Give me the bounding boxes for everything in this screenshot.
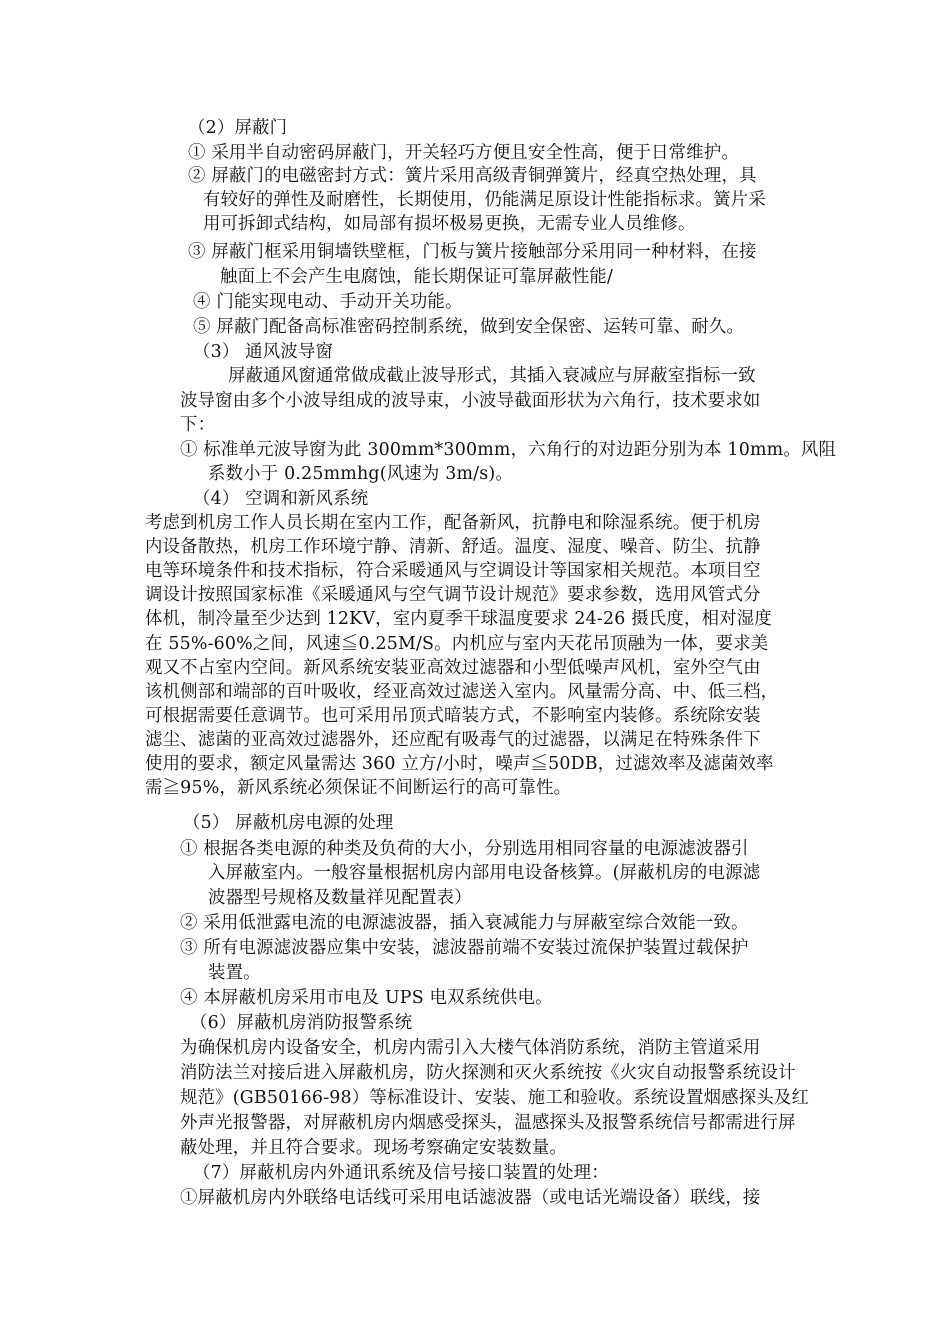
section3-item1-line1: ① 标准单元波导窗为此 300mm*300mm，六角行的对边距分别为本 10mm。风阻 [180,440,837,460]
section3-para-line1: 屏蔽通风窗通常做成截止波导形式，其插入衰减应与屏蔽室指标一致 [228,366,756,386]
section6-line: 外声光报警器，对屏蔽机房内烟感受探头，温感探头及报警系统信号都需进行屏 [180,1113,796,1133]
section3-item1-line2: 系数小于 0.25mmhg(风速为 3m/s)。 [208,464,513,484]
section2-item3-line1: ③ 屏蔽门框采用铜墙铁壁框，门板与簧片接触部分采用同一种材料，在接 [188,242,757,262]
section4-line: 考虑到机房工作人员长期在室内工作，配备新风，抗静电和除湿系统。便于机房 [145,513,761,533]
section7-heading: （7）屏蔽机房内外通讯系统及信号接口装置的处理： [193,1163,609,1183]
section5-item4: ④ 本屏蔽机房采用市电及 UPS 电双系统供电。 [180,988,553,1008]
section2-item1: ① 采用半自动密码屏蔽门，开关轻巧方便且安全性高，便于日常维护。 [188,143,740,163]
section7-item1: ①屏蔽机房内外联络电话线可采用电话滤波器（或电话光端设备）联线，接 [180,1188,761,1208]
section2-item2-line1: ② 屏蔽门的电磁密封方式：簧片采用高级青铜弹簧片，经真空热处理，具 [188,166,757,186]
section4-line: 电等环境条件和技术指标，符合采暖通风与空调设计等国家相关规范。本项目空 [145,561,761,581]
section6-line: 消防法兰对接后进入屏蔽机房，防火探测和灭火系统按《火灾自动报警系统设计 [180,1063,796,1083]
section3-heading: （3） 通风波导窗 [193,342,334,362]
section4-line: 内设备散热，机房工作环境宁静、清新、舒适。温度、湿度、噪音、防尘、抗静 [145,537,761,557]
section4-line: 该机侧部和端部的百叶吸收，经亚高效过滤送入室内。风量需分高、中、低三档， [145,682,779,702]
section6-line: 为确保机房内设备安全，机房内需引入大楼气体消防系统，消防主管道采用 [180,1038,761,1058]
section4-line: 滤尘、滤菌的亚高效过滤器外，还应配有吸毒气的过滤器，以满足在特殊条件下 [145,730,761,750]
section6-line: 蔽处理，并且符合要求。现场考察确定安装数量。 [180,1138,567,1158]
section4-heading: （4） 空调和新风系统 [193,489,369,509]
section6-line: 规范》(GB50166-98）等标准设计、安装、施工和验收。系统设置烟感探头及红 [180,1088,810,1108]
section5-heading: （5） 屏蔽机房电源的处理 [183,813,394,833]
section4-line: 调设计按照国家标准《采暖通风与空气调节设计规范》要求参数，选用风管式分 [145,585,761,605]
section5-item3-line2: 装置。 [208,963,261,983]
section5-item1-line3: 波器型号规格及数量祥见配置表） [208,888,472,908]
section5-item3-line1: ③ 所有电源滤波器应集中安装，滤波器前端不安装过流保护装置过载保护 [180,938,749,958]
section2-item5: ⑤ 屏蔽门配备高标准密码控制系统，做到安全保密、运转可靠、耐久。 [193,317,745,337]
section6-heading: （6）屏蔽机房消防报警系统 [190,1013,413,1033]
section4-line: 可根据需要任意调节。也可采用吊顶式暗装方式，不影响室内装修。系统除安装 [145,706,761,726]
section4-line: 需≧95%，新风系统必须保证不间断运行的高可靠性。 [145,778,572,798]
section5-item1-line2: 入屏蔽室内。一般容量根据机房内部用电设备核算。(屏蔽机房的电源滤 [208,863,761,883]
section5-item2: ② 采用低泄露电流的电源滤波器，插入衰减能力与屏蔽室综合效能一致。 [180,913,749,933]
section4-line: 使用的要求，额定风量需达 360 立方/小时，噪声≦50DB，过滤效率及滤菌效率 [145,754,774,774]
section2-item3-line2: 触面上不会产生电腐蚀，能长期保证可靠屏蔽性能/ [220,267,614,287]
section4-line: 在 55%-60%之间，风速≦0.25M/S。内机应与室内天花吊顶融为一体，要求美 [145,634,769,654]
section2-item2-line2: 有较好的弹性及耐磨性，长期使用，仍能满足原设计性能指标求。簧片采 [203,190,766,210]
section2-heading: （2）屏蔽门 [188,118,288,138]
section2-item2-line3: 用可拆卸式结构，如局部有损坏极易更换，无需专业人员维修。 [203,214,696,234]
section5-item1-line1: ① 根据各类电源的种类及负荷的大小，分别选用相同容量的电源滤波器引 [180,839,749,859]
section4-line: 观又不占室内空间。新风系统安装亚高效过滤器和小型低噪声风机，室外空气由 [145,658,761,678]
section2-item4: ④ 门能实现电动、手动开关功能。 [193,292,463,312]
section4-line: 体机，制冷量至少达到 12KV，室内夏季干球温度要求 24-26 摄氏度，相对湿度 [145,609,772,629]
section3-para-line2: 波导窗由多个小波导组成的波导束，小波导截面形状为六角行，技术要求如 [180,391,761,411]
section3-para-line3: 下： [180,415,216,435]
